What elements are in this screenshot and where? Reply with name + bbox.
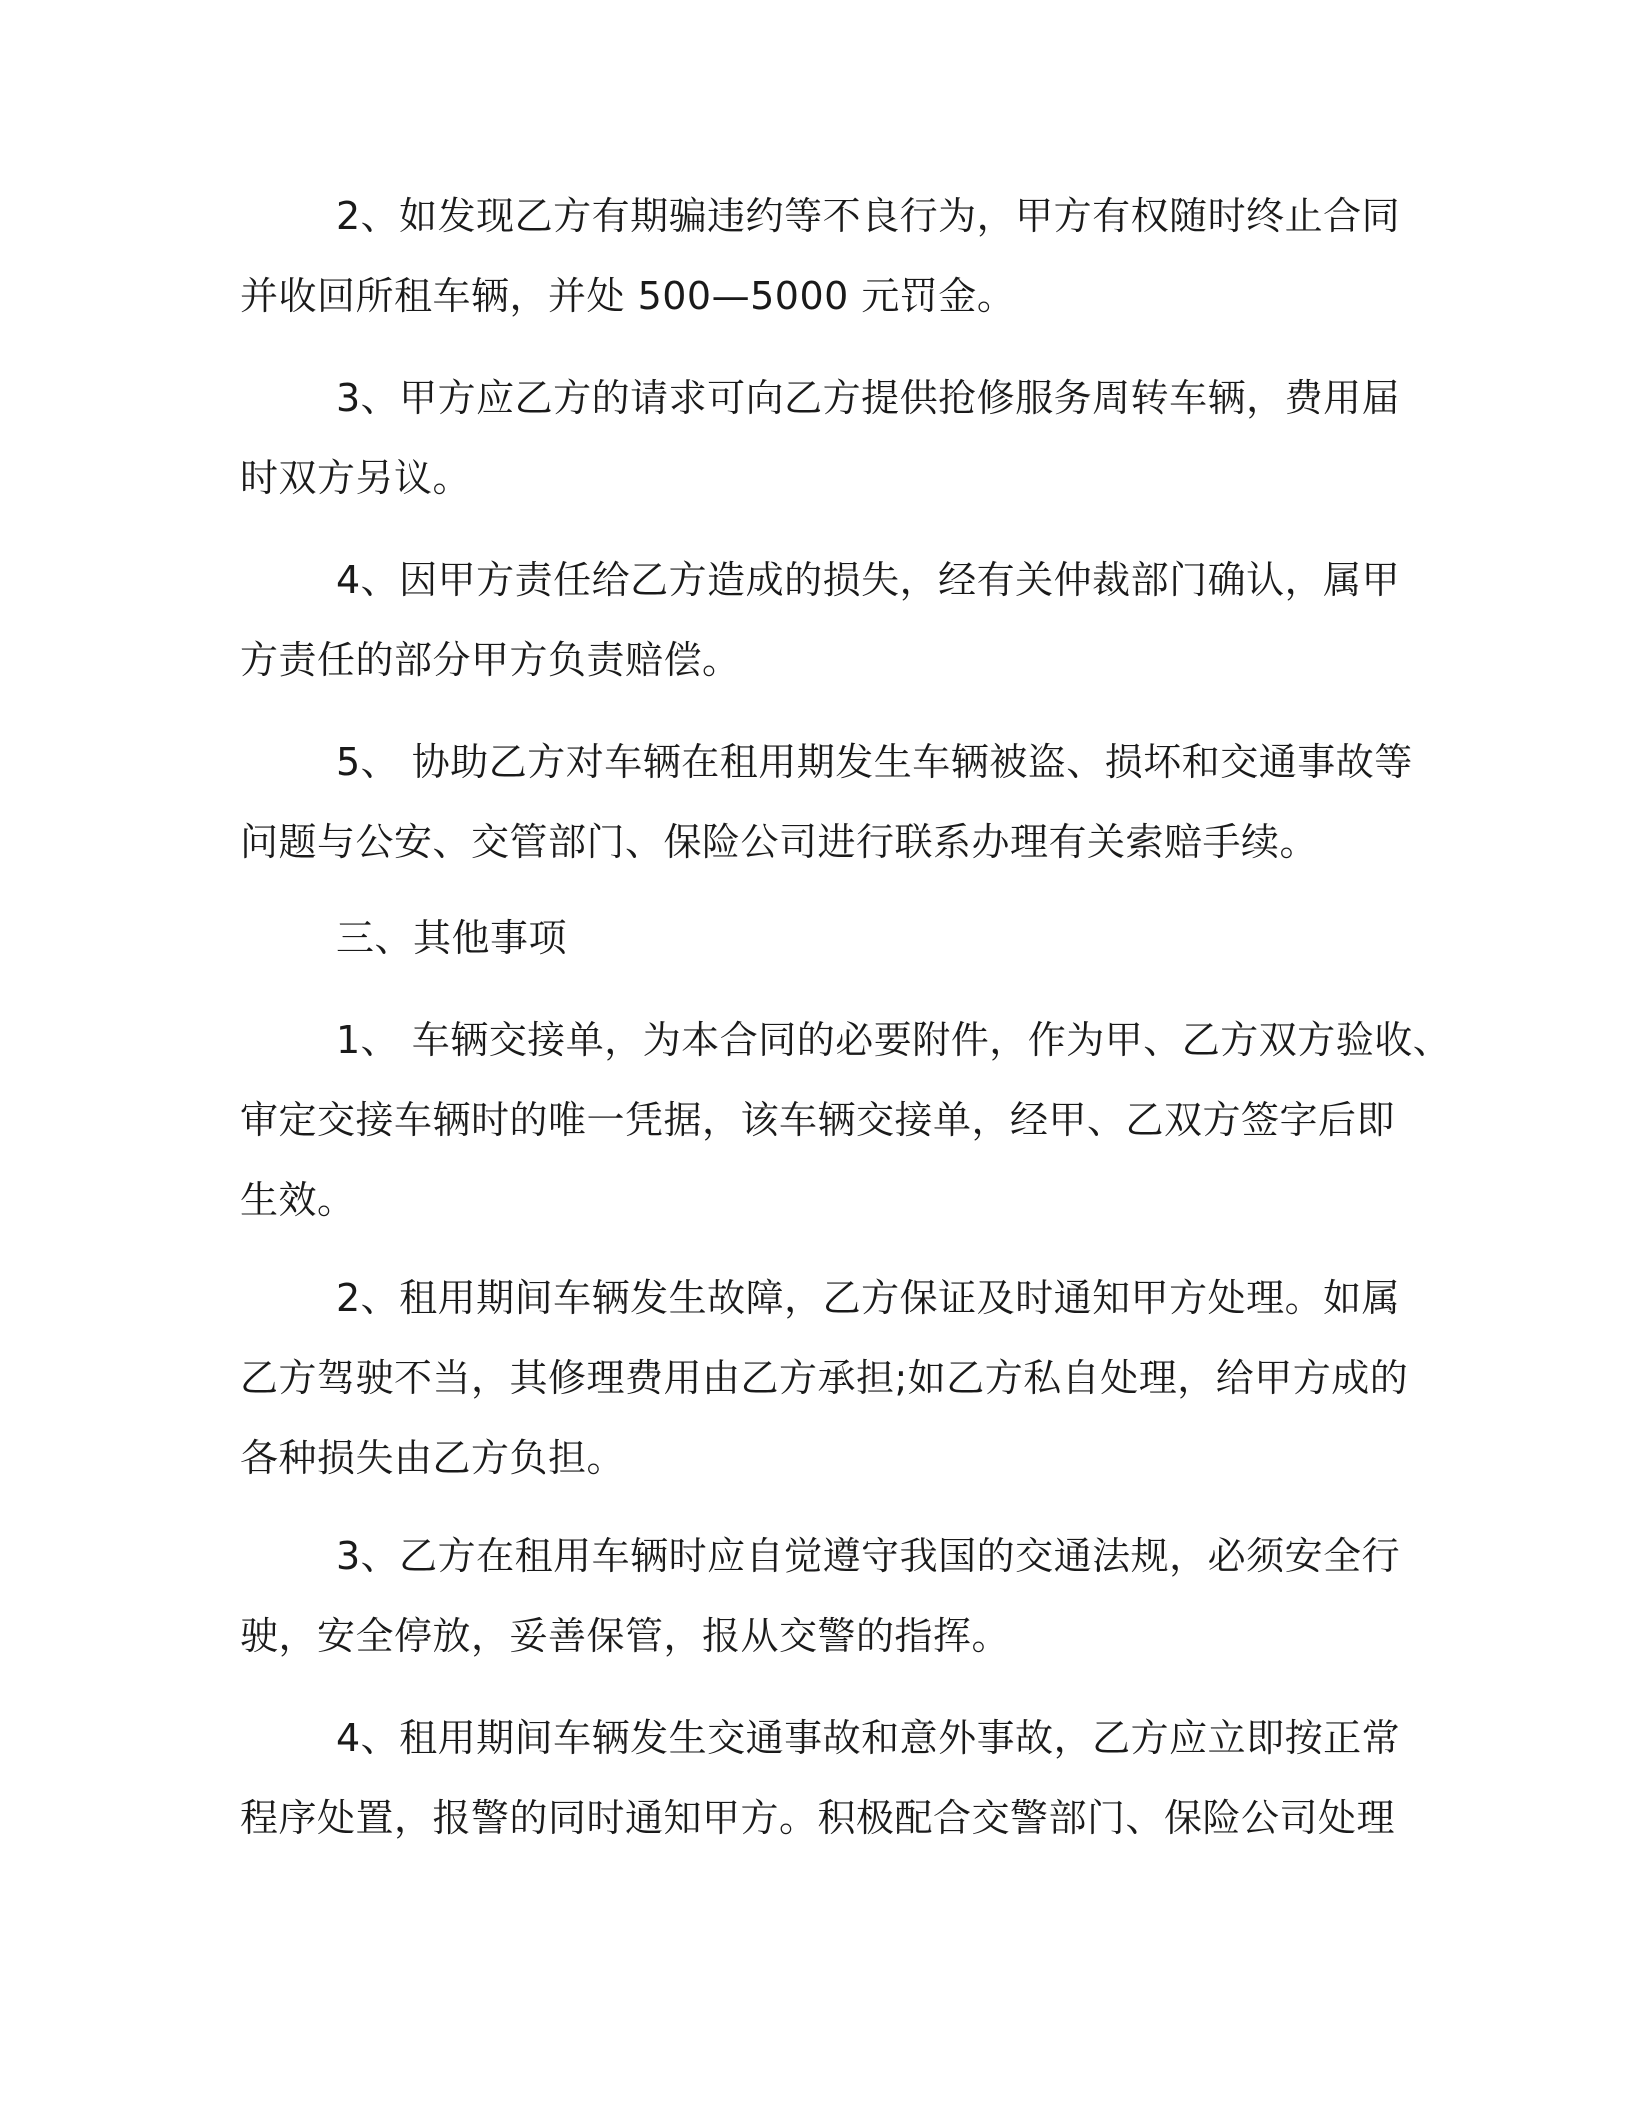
paragraph-item-4-compensation (240, 540, 1401, 700)
text-line: 问题与公安、交管部门、保险公司进行联系办理有关索赔手续。 (240, 820, 1319, 864)
text-line: 驶，安全停放，妥善保管，报从交警的指挥。 (240, 1614, 1011, 1658)
paragraph-other-1-handover (240, 1000, 1452, 1240)
text-line: 生效。 (240, 1178, 356, 1222)
text-line: 5、 协助乙方对车辆在租用期发生车辆被盗、损坏和交通事故等 (336, 740, 1413, 784)
section-heading-other-matters (240, 898, 1380, 978)
paragraph-other-4-accident (240, 1698, 1401, 1858)
paragraph-item-3-repair-service (240, 358, 1401, 518)
paragraph-other-2-breakdown (240, 1258, 1409, 1498)
text-line: 时双方另议。 (240, 456, 472, 500)
text-line: 4、租用期间车辆发生交通事故和意外事故，乙方应立即按正常 (336, 1716, 1401, 1760)
paragraph-item-5-assistance (240, 722, 1413, 882)
text-line: 2、租用期间车辆发生故障，乙方保证及时通知甲方处理。如属 (336, 1276, 1401, 1320)
text-line: 审定交接车辆时的唯一凭据，该车辆交接单，经甲、乙双方签字后即 (240, 1098, 1396, 1142)
text-line: 各种损失由乙方负担。 (240, 1436, 626, 1480)
paragraph-item-2-termination (240, 176, 1401, 336)
text-line: 3、甲方应乙方的请求可向乙方提供抢修服务周转车辆，费用届 (336, 376, 1401, 420)
paragraph-other-3-traffic-rules (240, 1516, 1401, 1676)
text-line: 2、如发现乙方有期骗违约等不良行为，甲方有权随时终止合同 (336, 194, 1401, 238)
text-line: 方责任的部分甲方负责赔偿。 (240, 638, 741, 682)
section-heading: 三、其他事项 (336, 916, 568, 960)
text-line: 乙方驾驶不当，其修理费用由乙方承担;如乙方私自处理，给甲方成的 (240, 1356, 1409, 1400)
text-line: 1、 车辆交接单，为本合同的必要附件，作为甲、乙方双方验收、 (336, 1018, 1452, 1062)
text-line: 4、因甲方责任给乙方造成的损失，经有关仲裁部门确认，属甲 (336, 558, 1401, 602)
text-line: 并收回所租车辆，并处 500—5000 元罚金。 (240, 274, 1016, 318)
text-line: 3、乙方在租用车辆时应自觉遵守我国的交通法规，必须安全行 (336, 1534, 1401, 1578)
text-line: 程序处置，报警的同时通知甲方。积极配合交警部门、保险公司处理 (240, 1796, 1396, 1840)
